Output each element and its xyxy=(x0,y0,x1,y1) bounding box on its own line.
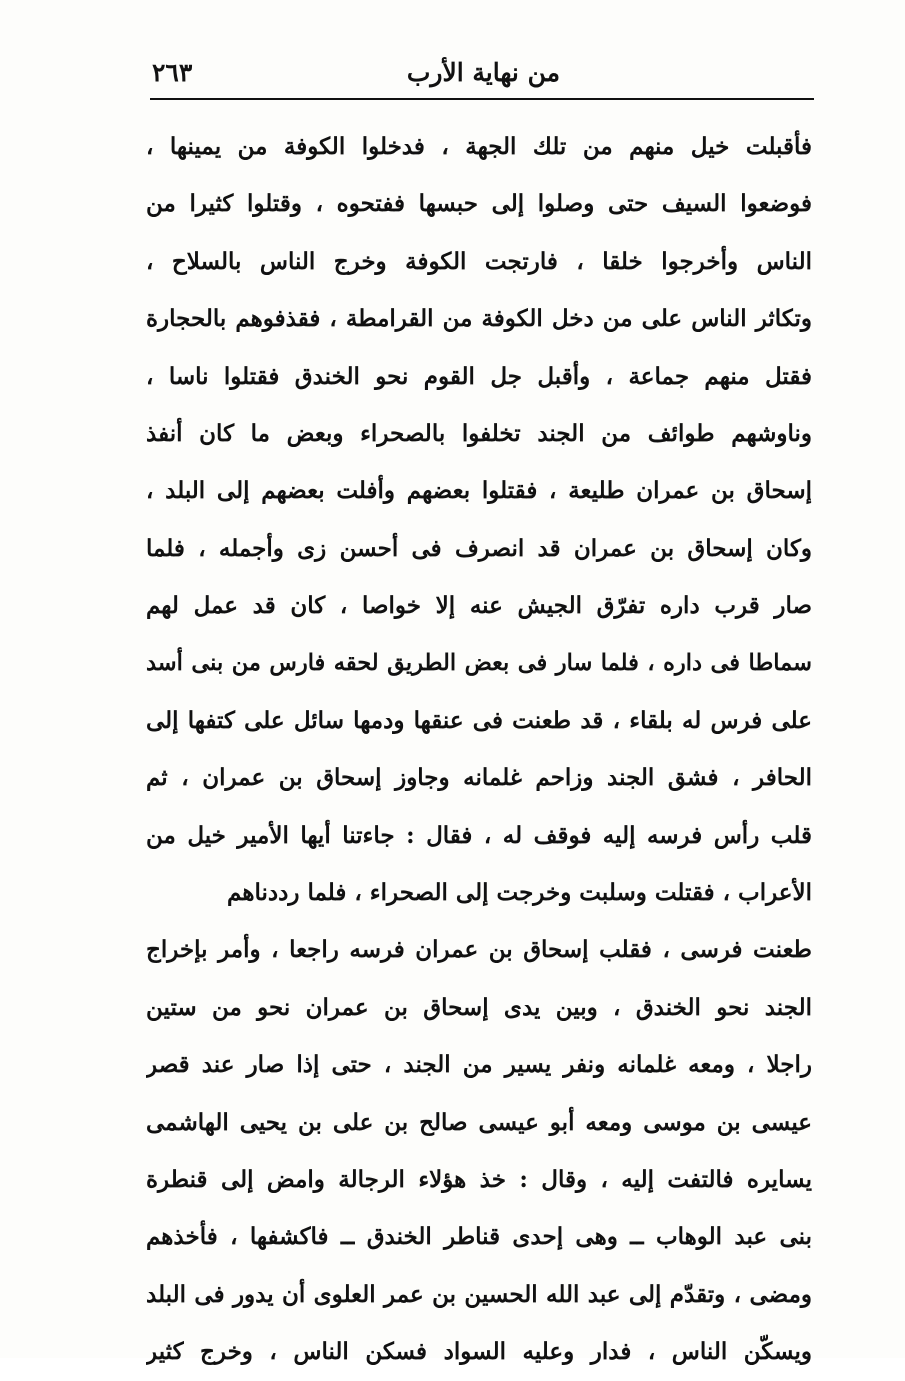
page-header xyxy=(150,52,810,100)
text-line-22: ويسكّن الناس ، فدار وعليه السواد فسكن الناس ، وخرج كثير xyxy=(146,1338,812,1366)
text-line-20: بنى عبد الوهاب ــ وهى إحدى قناطر الخندق ــ فاكشفها ، فأخذهم xyxy=(146,1223,812,1251)
page-number: ٢٦٣ xyxy=(152,58,193,87)
text-line-2: فوضعوا السيف حتى وصلوا إلى حبسها ففتحوه ، وقتلوا كثيرا من xyxy=(146,190,812,218)
text-line-13: قلب رأس فرسه إليه فوقف له ، فقال : جاءتنا أيها الأمير خيل من xyxy=(146,821,812,849)
text-line-3: الناس وأخرجوا خلقا ، فارتجت الكوفة وخرج الناس بالسلاح ، xyxy=(146,247,812,275)
text-line-14: الأعراب ، فقتلت وسلبت وخرجت إلى الصحراء ، فلما رددناهم xyxy=(227,879,812,907)
text-line-7: إسحاق بن عمران طليعة ، فقتلوا بعضهم وأفلت بعضهم إلى البلد ، xyxy=(146,477,812,505)
text-line-10: سماطا فى داره ، فلما سار فى بعض الطريق لحقه فارس من بنى أسد xyxy=(146,649,812,676)
text-line-6: وناوشهم طوائف من الجند تخلفوا بالصحراء وبعض ما كان أنفذ xyxy=(146,419,812,447)
text-line-18: عيسى بن موسى ومعه أبو عيسى صالح بن على بن يحيى الهاشمى xyxy=(146,1108,812,1136)
text-line-17: راجلا ، ومعه غلمانه ونفر يسير من الجند ، حتى إذا صار عند قصر xyxy=(146,1051,812,1079)
text-line-16: الجند نحو الخندق ، وبين يدى إسحاق بن عمران نحو من ستين xyxy=(146,993,812,1021)
text-line-9: صار قرب داره تفرّق الجيش عنه إلا خواصا ، كان قد عمل لهم xyxy=(146,592,812,620)
text-line-21: ومضى ، وتقدّم إلى عبد الله الحسين بن عمر العلوى أن يدور فى البلد xyxy=(146,1280,812,1308)
text-line-11: على فرس له بلقاء ، قد طعنت فى عنقها ودمها سائل على كتفها إلى xyxy=(146,706,812,734)
body-text xyxy=(146,118,812,1381)
text-line-15: طعنت فرسى ، فقلب إسحاق بن عمران فرسه راجعا ، وأمر بإخراج xyxy=(146,936,812,964)
text-line-1: فأقبلت خيل منهم من تلك الجهة ، فدخلوا الكوفة من يمينها ، xyxy=(146,133,812,160)
text-line-5: فقتل منهم جماعة ، وأقبل جل القوم نحو الخندق فقتلوا ناسا ، xyxy=(146,362,812,390)
text-line-4: وتكاثر الناس على من دخل الكوفة من القرامطة ، فقذفوهم بالحجارة xyxy=(146,305,812,333)
text-line-19: يسايره فالتفت إليه ، وقال : خذ هؤلاء الرجالة وامض إلى قنطرة xyxy=(146,1166,812,1194)
text-line-12: الحافر ، فشق الجند وزاحم غلمانه وجاوز إسحاق بن عمران ، ثم xyxy=(146,764,812,792)
text-line-8: وكان إسحاق بن عمران قد انصرف فى أحسن زى وأجمله ، فلما xyxy=(146,534,812,562)
running-title: من نهاية الأرب xyxy=(406,58,560,87)
header-rule xyxy=(150,98,814,100)
